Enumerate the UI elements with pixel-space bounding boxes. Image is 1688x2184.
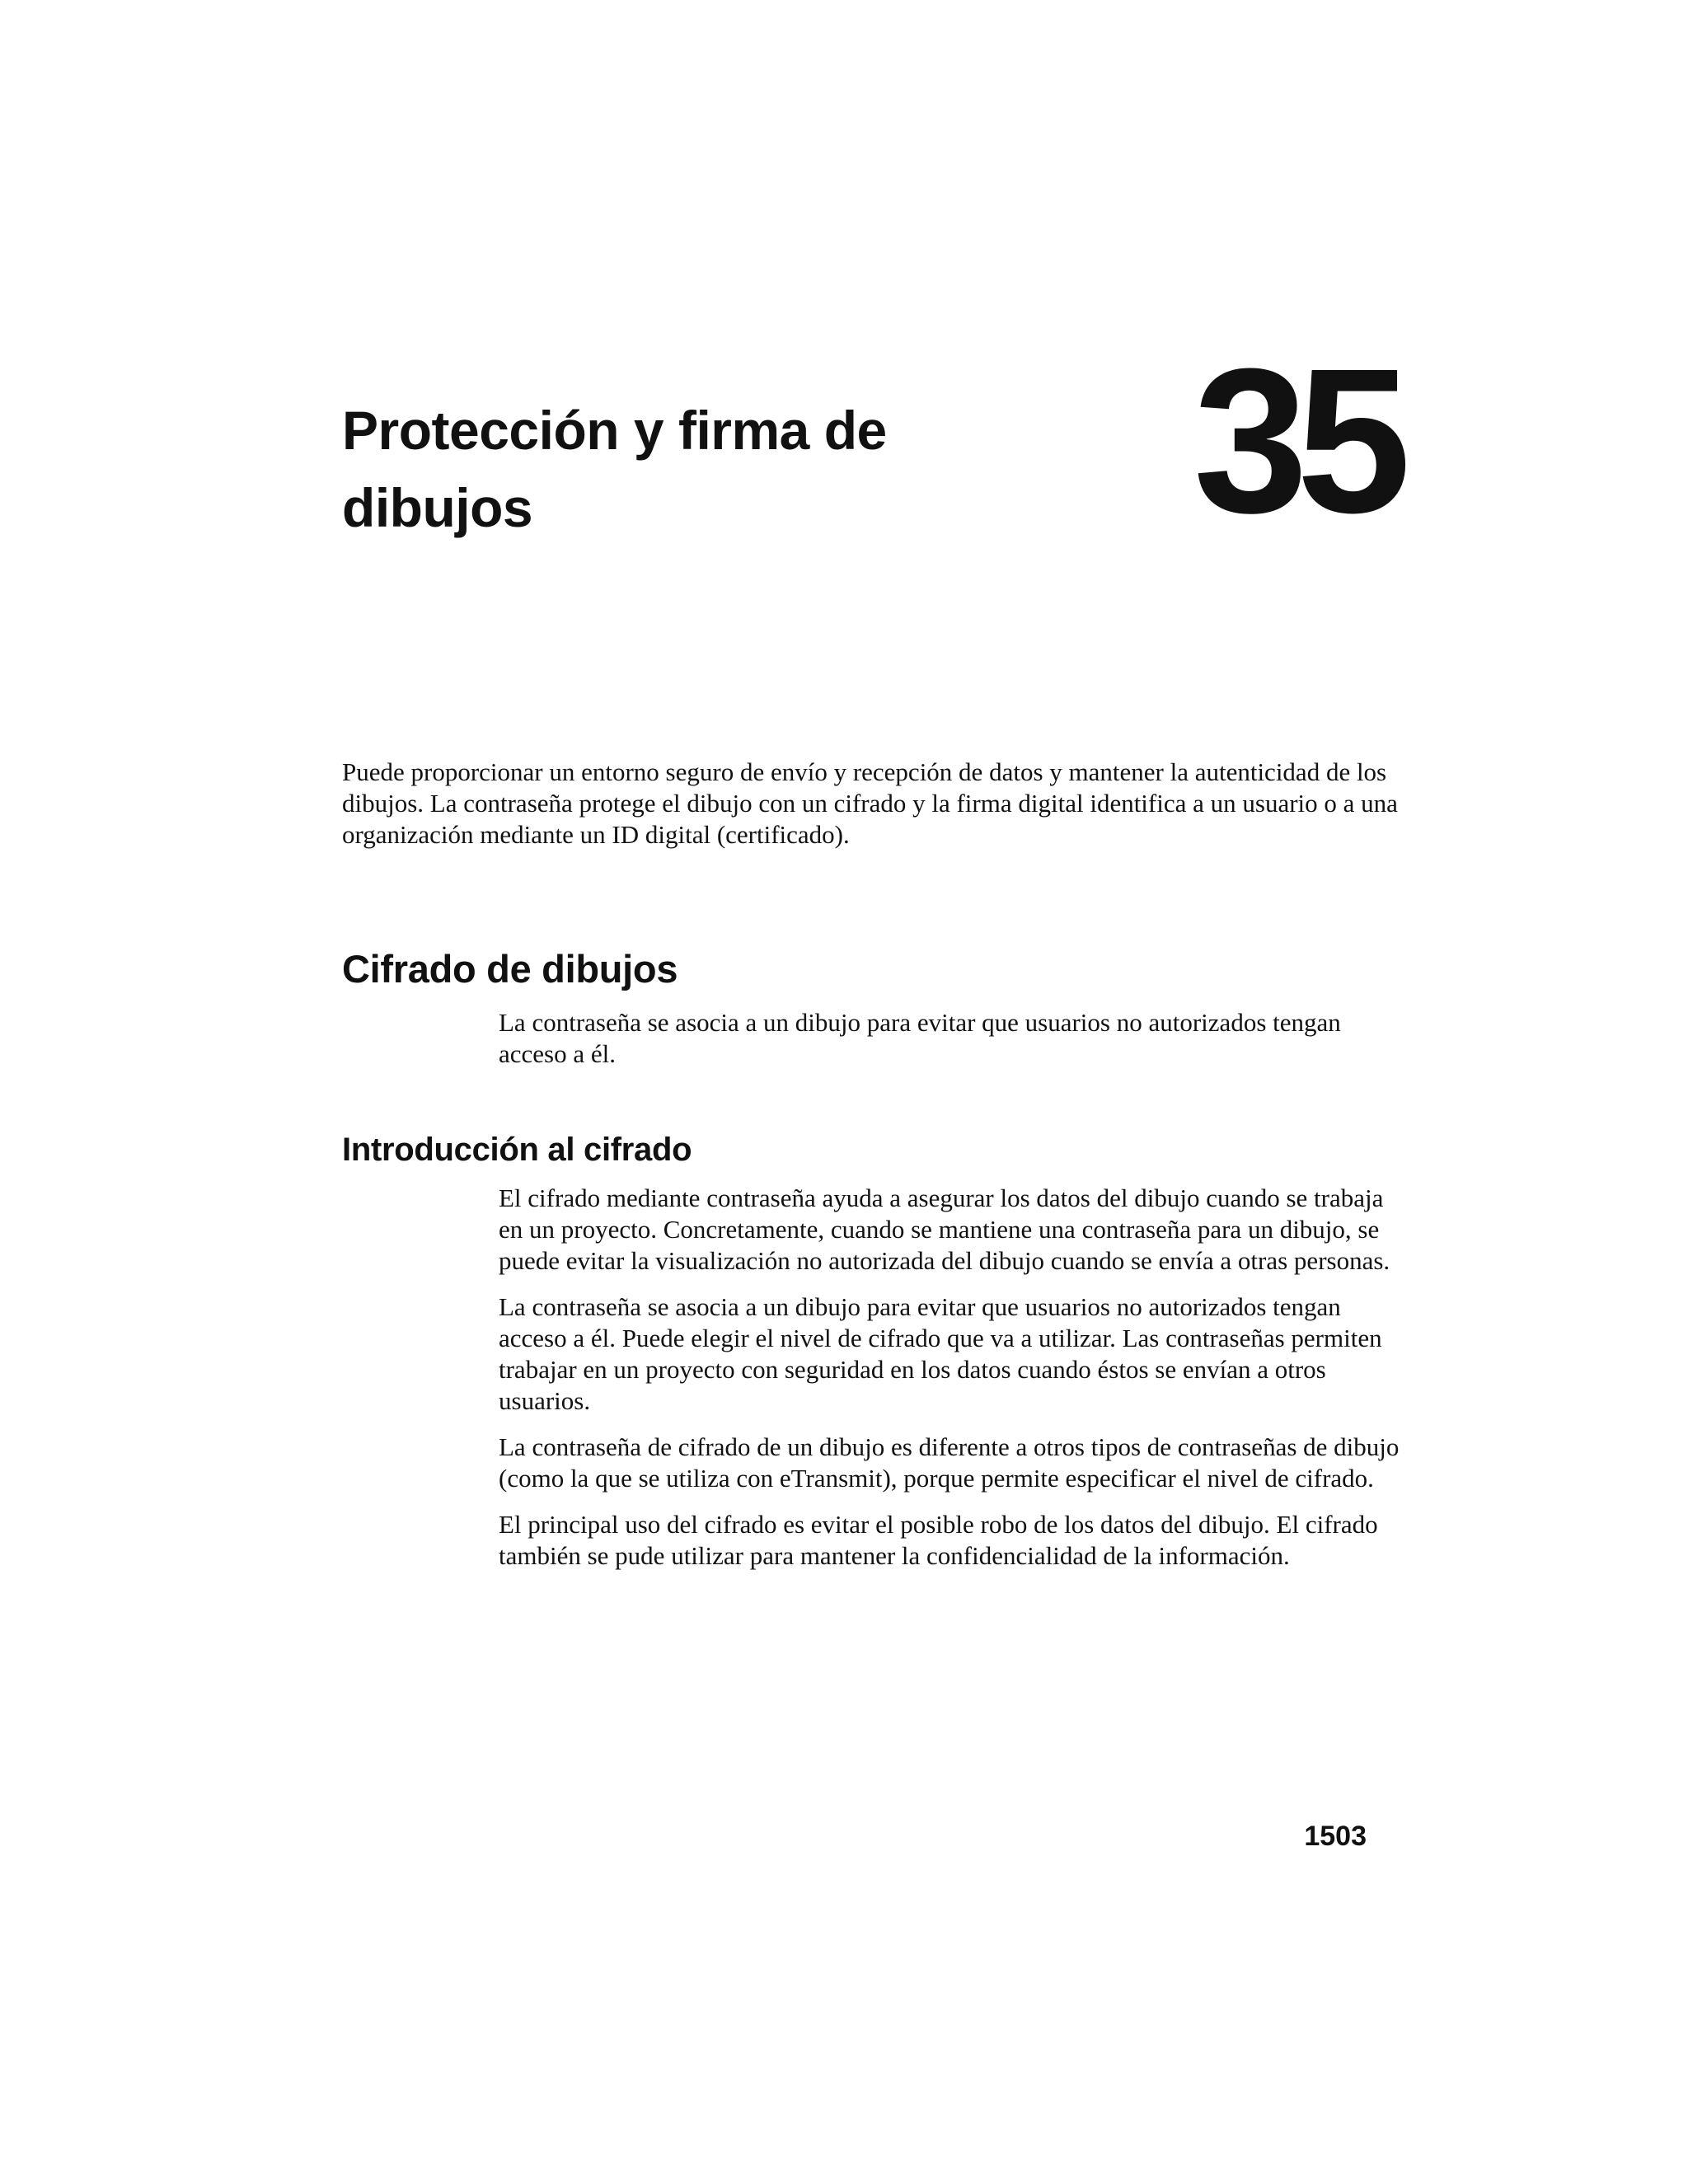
page-number: 1503 bbox=[1304, 1821, 1367, 1852]
chapter-intro: Puede proporcionar un entorno seguro de envío y recepción de datos y mantener la autenticidad de los dibujos. La contraseña protege el dibujo con un cifrado y la firma digital identifica a un usuario o a una organización mediante un ID digital (certificado). bbox=[342, 757, 1398, 849]
paragraph: La contraseña se asocia a un dibujo para evitar que usuarios no autorizados tengan acceso a él. Puede elegir el nivel de cifrado que va a utilizar. Las contraseñas permiten trabajar en un proyecto con seguridad en los datos cuando éstos se envían a otros usuarios. bbox=[499, 1292, 1382, 1415]
paragraph: La contraseña de cifrado de un dibujo es diferente a otros tipos de contraseñas de dibujo (como la que se utiliza con eTransmit), porque permite especificar el nivel de cifrado. bbox=[499, 1432, 1400, 1493]
paragraph: El cifrado mediante contraseña ayuda a asegurar los datos del dibujo cuando se trabaja en un proyecto. Concretamente, cuando se mantiene una contraseña para un dibujo, se puede evitar la visualización no autorizada del dibujo cuando se envía a otras personas. bbox=[499, 1183, 1390, 1275]
chapter-title: Protección y firma de dibujos bbox=[342, 400, 887, 538]
section-heading-introduccion-al-cifrado: Introducción al cifrado bbox=[342, 1132, 692, 1168]
section-body-introduccion-al-cifrado bbox=[499, 1183, 1405, 1586]
paragraph: El principal uso del cifrado es evitar el posible robo de los datos del dibujo. El cifrado también se pude utilizar para mantener la confidencialidad de la información. bbox=[499, 1510, 1378, 1570]
chapter-number: 35 bbox=[1193, 326, 1400, 555]
section-heading-cifrado-de-dibujos: Cifrado de dibujos bbox=[342, 947, 678, 991]
section-body-cifrado-de-dibujos bbox=[499, 1007, 1405, 1085]
paragraph: La contraseña se asocia a un dibujo para evitar que usuarios no autorizados tengan acceso a él. bbox=[499, 1008, 1341, 1068]
